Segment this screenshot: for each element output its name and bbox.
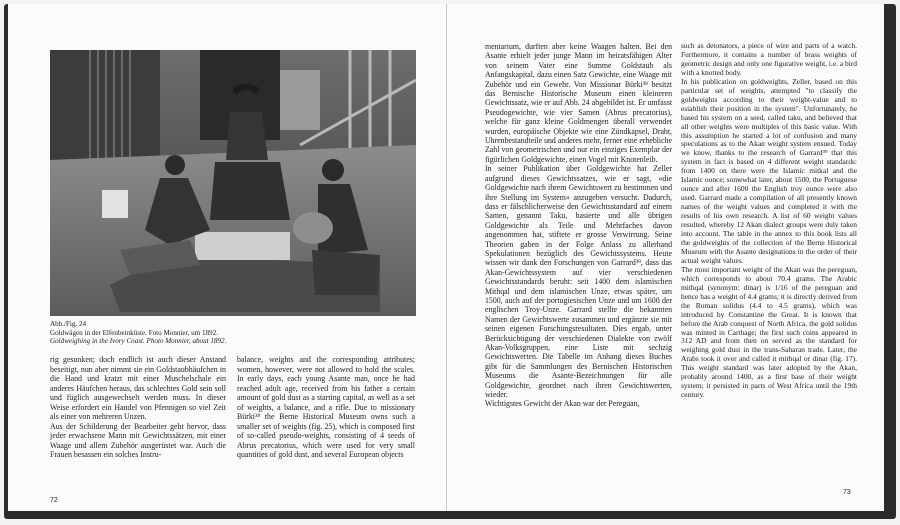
left-english-paragraph: balance, weights and the corresponding attributes; women, however, were not allowed to hold the scales. In early days, each young Asante man, once he had reached adult age, received from his father a certain amount of gold dust as a starting capital, as well as a set of weights, a balance, and a rifle. Due to missionary Bürki³⁸ the Berne Historical Museum owns such a smaller set of weights (fig. 25), which is composed first of so-called pseudo-weights, consisting of 4 seeds of Abrus precatorius, which were used for very small quantities of gold dust, and several European objects bbox=[237, 355, 415, 460]
left-text-german bbox=[50, 355, 226, 460]
goldweighing-photograph bbox=[50, 50, 416, 316]
left-german-paragraph: rig gesunken; doch endlich ist auch dieser Anstand beseitigt, nun aber nimmt sie ein Goldstaubhäufchen in die Hand und kratzt mit einer Muschelschale ein anderes Häufchen heraus, das schlechtes Gold sein soll und füglich ausgewechselt werden muss. In dieser Weise erfordert ein Handel von Pfennigen so viel Zeit als einer von mehreren Unzen. Aus der Schilderung der Bearbeiter geht hervor, dass jeder erwachsene Mann mit Gewichtssätzen, mit einer Waage und allem Zubehör ausgerüstet war. Auch die Frauen besassen ein solches Instru- bbox=[50, 355, 226, 460]
right-text-english bbox=[681, 42, 857, 400]
right-page bbox=[447, 4, 884, 511]
caption-german: Goldwägen in der Elfenbeinküste. Foto Monnier, um 1892. bbox=[50, 328, 218, 337]
left-page bbox=[8, 4, 447, 511]
figure-label: Abb./Fig. 24 bbox=[50, 320, 87, 328]
page-number-left: 72 bbox=[50, 497, 58, 504]
right-german-paragraph: mentarium, durften aber keine Waagen halten. Bei den Asante erhielt jeder junge Mann im heiratsfähigen Alter von seinem Vater eine Summe Goldstaub als Anfangskapital, dazu einen Satz Gewichte, eine Waage mit Zubehör und ein Gewehr. Von Missionar Bürki³⁸ besitzt das Bernische Historische Museum einen kleineren Gewichtssatz, wie er auf Abb. 24 abgebildet ist. Er umfasst Pseudogewichte, wie vier Samen (Abrus precatorius), welche für ganz kleine Goldmengen überall verwendet wurden, europäische Objekte wie eine Zündkapsel, Draht, Uhrenbestandteile und anderes mehr, ferner eine erhebliche Zahl von geometrischen und nur ein einziges Exemplar der figürlichen Goldgewichte, einen Vogel mit Knotenleib. In seiner Publikation über Goldgewichte hat Zeller aufgrund dieses Gewichtssatzes, wie er sagt, «die Goldgewichte nach ihrem Gewichtswert zu bestimmen und ihre Stellung im System» anzugeben versucht. Dadurch, dass er fälschlicherweise den Gewichtsstandard auf einem Samen, genannt Taku, basierte und alle übrigen Goldgewichte als Teile und Mehrfaches davon angenommen hat, stiftete er grosse Verwirrung. Seine Theorien gaben in der Folge Anlass zu allerhand Spekulationen bezüglich des Gewichtssystems. Heute wissen wir dank den Forschungen von Garrard³⁹, dass das Akan-Gewichtssystem auf vier verschiedenen Gewichtsstandards beruht: seit 1400 dem islamischen Mithqal und dem islamischen Unze, etwas später, um 1500, auch auf der portugiesischen Unze und um 1600 der englischen Troy-Unze. Garrard stellte die bekannten Namen der Gewichtswerte zusammen und ergänzte sie mit seinen eigenen Forschungsresultaten. Dies ergab, unter Berücksichtigung der verschiedenen Dialekte von zwölf Akan-Volksgruppen, eine Liste mit sechzig Gewichtswerten. Die Tabelle im Anhang dieses Buches gibt für die Sammlungen des Bernischen Historischen Museums die Asante-Bezeichnungen für alle Goldgewichte, geordnet nach ihren Gewichtswerten, wieder. Wichtigstes Gewicht der Akan war der Pereguan, bbox=[485, 42, 672, 409]
right-english-paragraph: such as detonators, a piece of wire and parts of a watch. Furthermore, it contains a number of brass weights of geometric design and only one figurative weight, i.e. a bird with a knotted body. In his publication on goldweights, Zeller, based on this particular set of weights, attempted "to classify the goldweights according to their weight-value and to establish their position in the system". Unfortunately, he based his system on a seed, called taku, and believed that all other weights were multiples of this basic value. With this assumption he started a lot of confusion and many speculations as to the Akan weight system ensued. Today we know, thanks to the research of Garrard³⁹ that this system in fact is based on 4 different weight standards: from 1400 on there were the Islamic mitkal and the Islamic ounce; somewhat later, about 1500, the Portuguese ounce and after 1600 the English troy ounce were also used. Garrard made a compilation of all presently known names of the weight values and completed it with the results of his own research. A list of 60 weight values resulted, whereby 12 Akan dialect groups were duly taken into account. The table in the annex to this book lists all the goldweights of the collection of the Berne Historical Museum with the Asante designations in the order of their actual weight values. The most important weight of the Akan was the pereguan, which corresponds to about 70.4 grams. The Arabic mithqal (synonym: dinar) is 1/16 of the pereguan and hence has a weight of 4.4 grams; it is directly derived from the Roman solidus (4.4 to 4.5 grams), which was introduced by Constantine the Great. It is known that before the Arab conquest of North Africa, the gold solidus was minted in Carthage; the first such coins appeared in 312 AD and from then on served as the standard for weighing gold dust in the trans-Saharan trade. Later, the Arabs took it over and called it mithqal or dinar (fig. 17). This weight standard was later adopted by the Akan, probably around 1400, as a first base of their weight system; it persisted in parts of West Africa until the 19th century. bbox=[681, 41, 857, 400]
left-text-english bbox=[237, 355, 415, 460]
page-number-right: 73 bbox=[843, 489, 851, 496]
figure-24-photo bbox=[50, 50, 416, 316]
figure-caption bbox=[50, 320, 420, 346]
right-text-german bbox=[485, 42, 672, 409]
caption-english: Goldweighing in the Ivory Coast. Photo Monnier, about 1892. bbox=[50, 337, 227, 346]
